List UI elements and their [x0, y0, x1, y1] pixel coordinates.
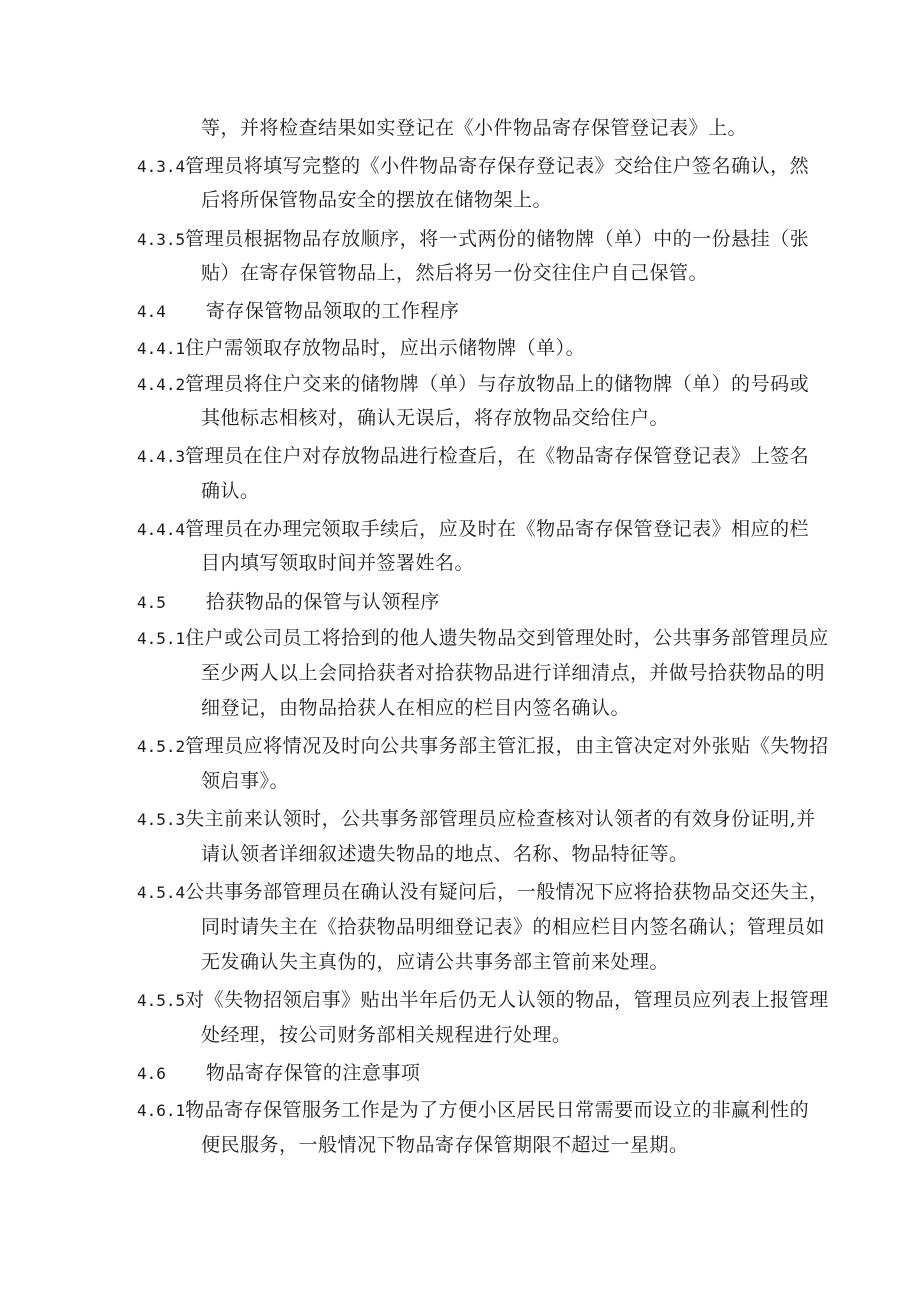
paragraph-line [201, 404, 669, 432]
section-heading [137, 1059, 420, 1088]
numbered-paragraph-line [137, 152, 809, 181]
section-number: 4.4.3 [137, 447, 186, 466]
paragraph-text: 管理员根据物品存放顺序，将一式两份的储物牌（单）中的一份悬挂（张 [185, 228, 810, 250]
paragraph-line [201, 259, 708, 287]
numbered-paragraph-line [137, 986, 829, 1015]
numbered-paragraph-line [137, 805, 816, 834]
paragraph-text: 贴）在寄存保管物品上，然后将另一份交往住户自己保管。 [201, 262, 709, 284]
section-number: 4.3.4 [137, 157, 186, 176]
section-number: 4.6.1 [137, 1101, 186, 1120]
paragraph-text: 其他标志相核对，确认无误后，将存放物品交给住户。 [201, 407, 670, 429]
paragraph-text: 对《失物招领启事》贴出半年后仍无人认领的物品，管理员应列表上报管理 [185, 989, 829, 1011]
paragraph-text: 公共事务部管理员在确认没有疑问后，一般情况下应将拾获物品交还失主， [185, 881, 829, 903]
section-number: 4.5.1 [137, 629, 186, 648]
numbered-paragraph-line [137, 334, 585, 363]
paragraph-text: 至少两人以上会同拾获者对拾获物品进行详细清点，并做号拾获物品的明 [201, 662, 826, 684]
paragraph-line [201, 659, 825, 687]
section-number: 4.5.3 [137, 810, 186, 829]
numbered-paragraph-line [137, 515, 809, 544]
numbered-paragraph-line [137, 1096, 809, 1125]
paragraph-text: 等，并将检查结果如实登记在《小件物品寄存保管登记表》上。 [201, 117, 748, 139]
paragraph-text: 目内填写领取时间并签署姓名。 [201, 552, 475, 574]
paragraph-text: 同时请失主在《拾获物品明细登记表》的相应栏目内签名确认；管理员如 [201, 916, 826, 938]
paragraph-text: 管理员将填写完整的《小件物品寄存保存登记表》交给住户签名确认，然 [185, 155, 810, 177]
paragraph-line [201, 1021, 572, 1049]
section-title: 拾获物品的保管与认领程序 [205, 591, 440, 613]
paragraph-line [201, 948, 669, 976]
section-number: 4.4.4 [137, 520, 186, 539]
paragraph-line [201, 767, 289, 795]
section-heading [137, 588, 440, 617]
paragraph-text: 后将所保管物品安全的摆放在储物架上。 [201, 189, 553, 211]
numbered-paragraph-line [137, 442, 809, 471]
section-number: 4.3.5 [137, 230, 186, 249]
paragraph-text: 领启事》。 [201, 770, 290, 792]
paragraph-line [201, 694, 630, 722]
paragraph-line [201, 913, 825, 941]
section-title: 寄存保管物品领取的工作程序 [205, 300, 460, 322]
paragraph-text: 请认领者详细叙述遗失物品的地点、名称、物品特征等。 [201, 843, 689, 865]
paragraph-line [201, 840, 689, 868]
paragraph-text: 管理员将住户交来的储物牌（单）与存放物品上的储物牌（单）的号码或 [185, 373, 810, 395]
paragraph-text: 无发确认失主真伪的，应请公共事务部主管前来处理。 [201, 951, 670, 973]
paragraph-text: 物品寄存保管服务工作是为了方便小区居民日常需要而设立的非赢利性的 [185, 1099, 810, 1121]
paragraph-text: 失主前来认领时，公共事务部管理员应检查核对认领者的有效身份证明,并 [185, 808, 816, 830]
section-number: 4.5.5 [137, 991, 186, 1010]
paragraph-text: 处经理，按公司财务部相关规程进行处理。 [201, 1024, 572, 1046]
paragraph-line [201, 114, 747, 142]
paragraph-line [201, 1131, 689, 1159]
paragraph-text: 便民服务，一般情况下物品寄存保管期限不超过一星期。 [201, 1134, 689, 1156]
paragraph-line [201, 549, 474, 577]
paragraph-text: 住户需领取存放物品时，应出示储物牌（单）。 [185, 337, 586, 359]
numbered-paragraph-line [137, 370, 809, 399]
section-number: 4.4 [137, 302, 166, 321]
section-heading [137, 297, 459, 326]
section-title: 物品寄存保管的注意事项 [205, 1062, 421, 1084]
section-number: 4.6 [137, 1064, 166, 1083]
numbered-paragraph-line [137, 624, 829, 653]
section-number: 4.4.1 [137, 339, 186, 358]
paragraph-text: 住户或公司员工将拾到的他人遗失物品交到管理处时，公共事务部管理员应 [185, 627, 829, 649]
section-number: 4.4.2 [137, 375, 186, 394]
paragraph-text: 确认。 [201, 480, 260, 502]
numbered-paragraph-line [137, 225, 809, 254]
numbered-paragraph-line [137, 732, 829, 761]
paragraph-line [201, 477, 260, 505]
paragraph-text: 管理员在办理完领取手续后，应及时在《物品寄存保管登记表》相应的栏 [185, 518, 810, 540]
section-number: 4.5.4 [137, 883, 186, 902]
paragraph-text: 管理员应将情况及时向公共事务部主管汇报，由主管决定对外张贴《失物招 [185, 735, 829, 757]
section-number: 4.5.2 [137, 737, 186, 756]
paragraph-text: 细登记，由物品拾获人在相应的栏目内签名确认。 [201, 697, 631, 719]
section-number: 4.5 [137, 593, 166, 612]
paragraph-text: 管理员在住户对存放物品进行检查后，在《物品寄存保管登记表》上签名 [185, 445, 810, 467]
numbered-paragraph-line [137, 878, 829, 907]
paragraph-line [201, 186, 552, 214]
